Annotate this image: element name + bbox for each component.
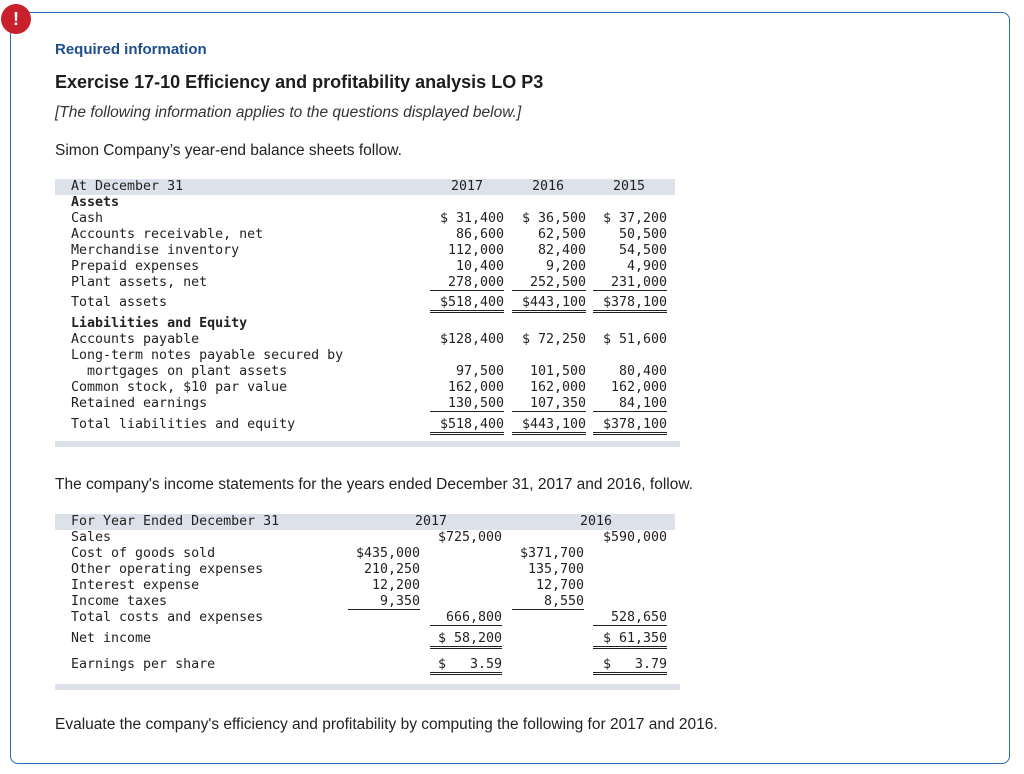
total-liabilities-equity-row: Total liabilities and equity $518,400 $443,100 $378,100 [55, 417, 680, 433]
alert-icon: ! [1, 4, 31, 34]
table-row: Total costs and expenses 666,800 528,650 [71, 610, 667, 625]
balance-header-row: At December 31 2017 2016 2015 [55, 179, 675, 195]
table-row: Accounts payable $128,400 $ 72,250 $ 51,600 [71, 332, 667, 347]
table-row: Other operating expenses 210,250 135,700 [71, 562, 584, 577]
income-header-row: For Year Ended December 31 2017 2016 [55, 514, 675, 530]
table-row: Income taxes 9,350 8,550 [71, 594, 584, 609]
table-row: Cost of goods sold $435,000 $371,700 [71, 546, 584, 561]
total-assets-row: Total assets $518,400 $443,100 $378,100 [55, 295, 680, 311]
table-row: Prepaid expenses 10,400 9,200 4,900 [71, 259, 667, 274]
liabilities-heading-row: Liabilities and Equity [71, 316, 248, 331]
table-row: Retained earnings 130,500 107,350 84,100 [71, 396, 667, 411]
income-statement-intro: The company's income statements for the years ended December 31, 2017 and 2016, follow. [55, 476, 693, 493]
table-row: Cash $ 31,400 $ 36,500 $ 37,200 [71, 211, 667, 226]
instruction-text: Evaluate the company's efficiency and profitability by computing the following for 2017 and 2016. [55, 716, 718, 733]
eps-row: Earnings per share $ 3.59 $ 3.79 [55, 657, 680, 673]
table-row: Long-term notes payable secured by [71, 348, 344, 363]
table-row: Merchandise inventory 112,000 82,400 54,500 [71, 243, 667, 258]
required-information-heading: Required information [55, 41, 207, 58]
table-row: Interest expense 12,200 12,700 [71, 578, 584, 593]
table-row: Plant assets, net 278,000 252,500 231,000 [71, 275, 667, 290]
assets-heading-row: Assets [71, 195, 120, 210]
balance-sheet-intro: Simon Company’s year-end balance sheets follow. [55, 142, 402, 159]
table-row: Accounts receivable, net 86,600 62,500 50,500 [71, 227, 667, 242]
note-text: [The following information applies to the questions displayed below.] [55, 104, 522, 121]
net-income-row: Net income $ 58,200 $ 61,350 [55, 631, 680, 647]
table-bottom-border [55, 441, 680, 447]
table-row: Sales $725,000 $590,000 [71, 530, 667, 545]
table-row: mortgages on plant assets 97,500 101,500 80,400 [71, 364, 667, 379]
table-bottom-border [55, 684, 680, 690]
exercise-title: Exercise 17-10 Efficiency and profitability analysis LO P3 [55, 72, 544, 92]
table-row: Common stock, $10 par value 162,000 162,000 162,000 [71, 380, 667, 395]
